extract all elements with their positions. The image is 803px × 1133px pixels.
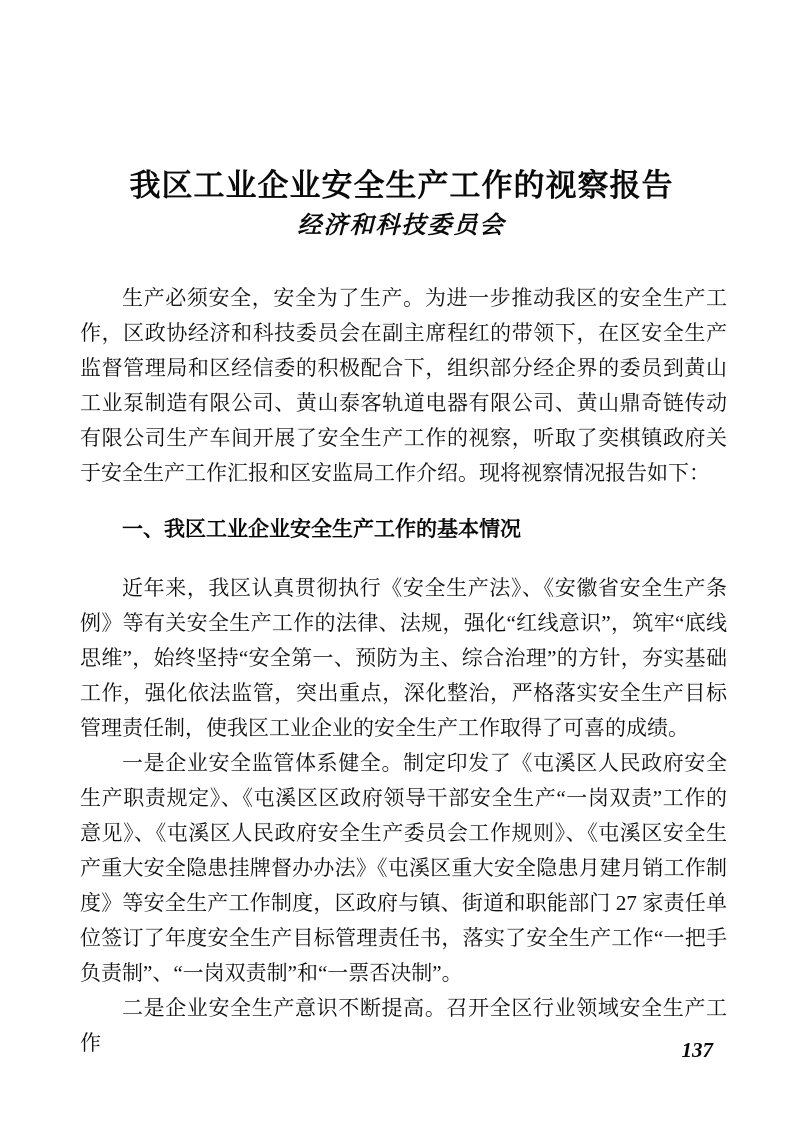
document-title: 我区工业企业安全生产工作的视察报告: [129, 167, 674, 203]
section-heading: 一、我区工业企业安全生产工作的基本情况: [122, 518, 521, 541]
section-paragraph: 二是企业安全生产意识不断提高。召开全区行业领域安全生产工作: [80, 996, 727, 1055]
section-paragraph: 一是企业安全监管体系健全。制定印发了《屯溪区人民政府安全生产职责规定》、《屯溪区区政府领导干部安全生产“一岗双责”工作的意见》、《屯溪区人民政府安全生产委员会工作规则》、《屯溪区安全生产重大安全隐患挂牌督办办法》《屯溪区重大安全隐患月建月销工作制度》等安全生产工作制度，区政府与镇、街道和职能部门 27 家责任单位签订了年度安全生产目标管理责任书，落实了安全生产工作“一把手负责制”、“一岗双责制”和“一票否决制”。: [80, 751, 727, 985]
section-paragraph: 近年来，我区认真贯彻执行《安全生产法》、《安徽省安全生产条例》等有关安全生产工作的法律、法规，强化“红线意识”，筑牢“底线思维”，始终坚持“安全第一、预防为主、综合治理”的方针，夯实基础工作，强化依法监管，突出重点，深化整治，严格落实安全生产目标管理责任制，使我区工业企业的安全生产工作取得了可喜的成绩。: [80, 576, 727, 740]
intro-paragraph: 生产必须安全，安全为了生产。为进一步推动我区的安全生产工作，区政协经济和科技委员会在副主席程红的带领下，在区安全生产监督管理局和区经信委的积极配合下，组织部分经企界的委员到黄山工业泵制造有限公司、黄山泰客轨道电器有限公司、黄山鼎奇链传动有限公司生产车间开展了安全生产工作的视察，听取了奕棋镇政府关于安全生产工作汇报和区安监局工作介绍。现将视察情况报告如下：: [80, 286, 727, 485]
document-subtitle: 经济和科技委员会: [297, 213, 506, 239]
page-number: 137: [681, 1038, 713, 1062]
document-body: [80, 281, 727, 1061]
